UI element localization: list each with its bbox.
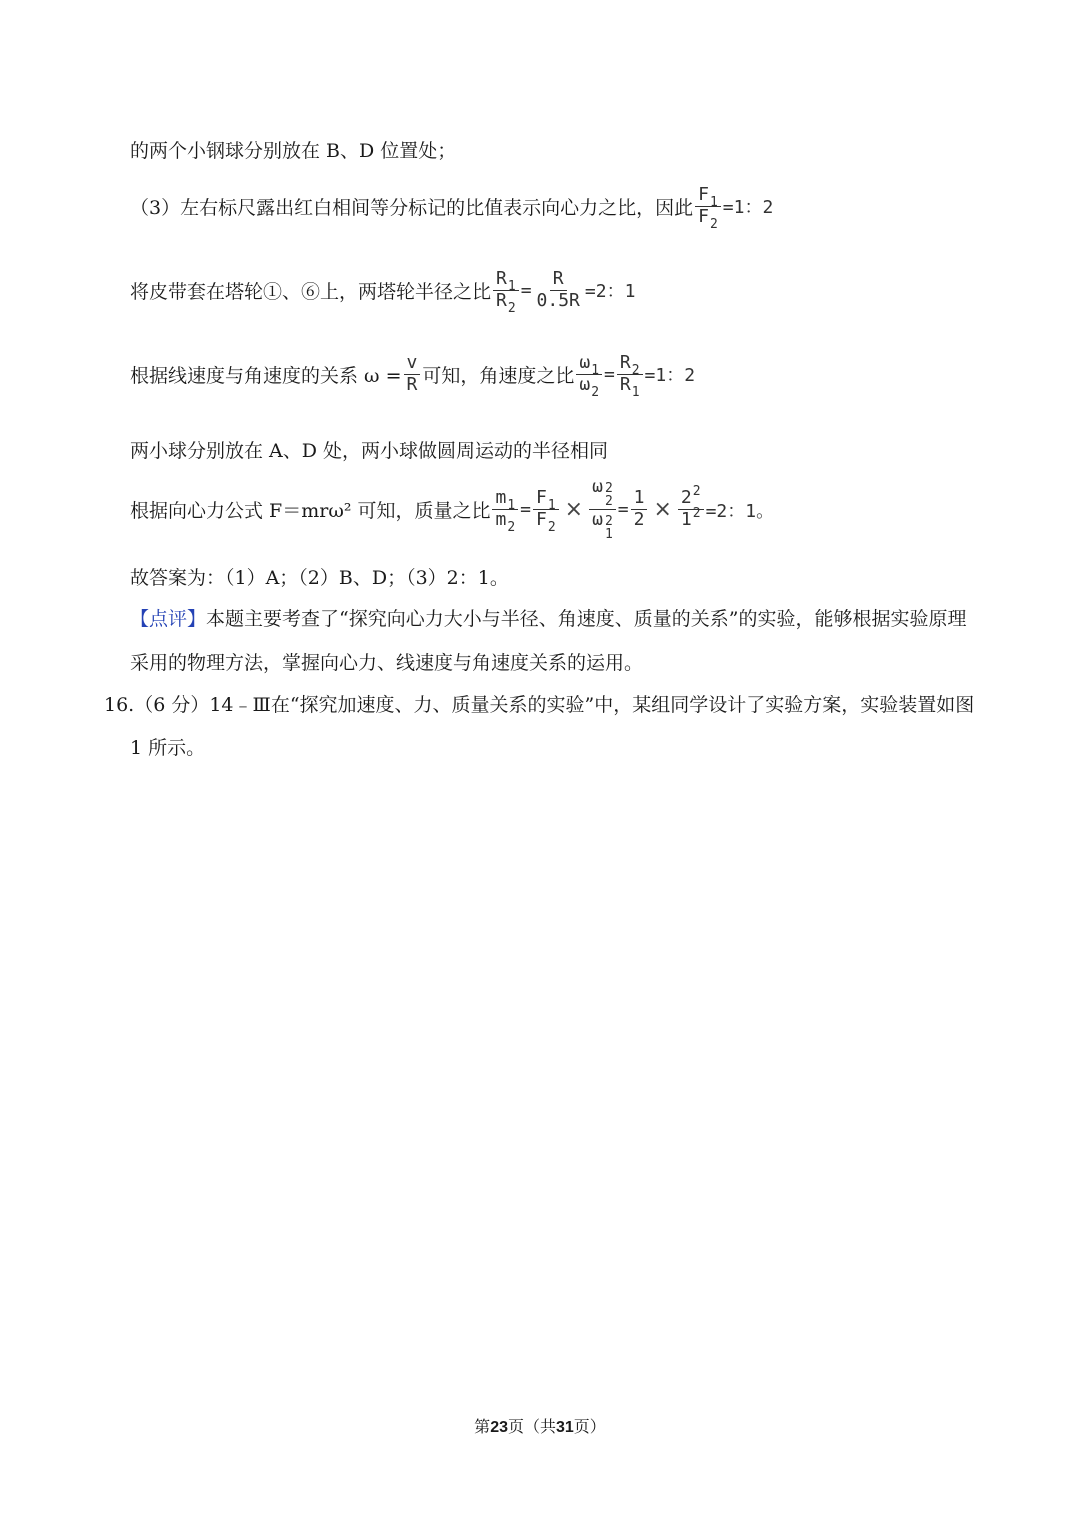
page-footer: 第23页（共31页） (474, 1417, 606, 1436)
text-line (130, 648, 643, 675)
fraction-r2-r1: $\frac{R_2}{R_1}$ (617, 354, 643, 395)
paragraph-text: 将皮带套在塔轮①、⑥上，两塔轮半径之比 (130, 280, 492, 303)
formula-result: =2：1 (584, 281, 636, 303)
formula-line: 将皮带套在塔轮①、⑥上，两塔轮半径之比 $\frac{R_1}{R_2}$ = $\frac{R}{0.5R}$ =2：1 (130, 268, 636, 316)
paragraph-text: 两小球分别放在 A、D 处，两小球做圆周运动的半径相同 (130, 440, 609, 462)
fraction-one-half: $\frac{1}{2}$ (631, 489, 648, 530)
formula-result: =1：2 (722, 197, 774, 219)
comment-tag: 【点评】 (130, 608, 207, 630)
times-sign: × (564, 497, 584, 522)
paragraph-text: 根据线速度与角速度的关系 ω = (130, 364, 402, 387)
answer-line (130, 563, 509, 590)
fraction-2sq-1sq: $\frac{2^2}{1^2}$ (678, 489, 704, 530)
paragraph-text: 根据向心力公式 F＝mrω² 可知，质量之比 (130, 500, 491, 522)
formula-result: =1：2 (644, 365, 696, 387)
formula-result: =2：1。 (705, 500, 775, 522)
fraction-r1-r2: $\frac{R_1}{R_2}$ (493, 270, 519, 311)
paragraph-text: 可知，角速度之比 (422, 364, 575, 387)
paragraph-text: 的两个小钢球分别放在 B、D 位置处； (130, 140, 457, 162)
fraction-m1-m2: $\frac{m_1}{m_2}$ (492, 489, 518, 530)
fraction-r-halfr: $\frac{R}{0.5R}$ (536, 268, 580, 311)
fraction-f1-f2: $\frac{F_1}{F_2}$ (695, 186, 721, 227)
paragraph-text: 采用的物理方法，掌握向心力、线速度与角速度关系的运用。 (130, 652, 644, 674)
formula-line: 根据线速度与角速度的关系 ω = $\frac{v}{R}$ 可知，角速度之比 $\frac{\omega_1}{\omega_2}$ = $\frac{R_2}{R_1}$ =1：2 (130, 352, 696, 400)
formula-line (130, 184, 774, 232)
text-line (130, 136, 456, 163)
fraction-v-r: $\frac{v}{R}$ (404, 354, 421, 395)
question-text: 16.（6 分）14﹣Ⅲ在“探究加速度、力、质量关系的实验”中，某组同学设计了实验方案，实验装置如图 (104, 694, 975, 716)
paragraph-text: （3）左右标尺露出红白相间等分标记的比值表示向心力之比，因此 (130, 196, 694, 219)
fraction-w2sq-w1sq: ω 2 2 ω 2 1 (589, 478, 616, 541)
comment-line (130, 604, 966, 631)
fraction-w1-w2: $\frac{\omega_1}{\omega_2}$ (576, 354, 602, 395)
formula-line: 根据向心力公式 F＝mrω² 可知，质量之比 $\frac{m_1}{m_2}$ = $\frac{F_1}{F_2}$ × ω 2 2 ω 2 1 = $\frac{1}{2}$ × $\frac{2^2}{1^2}$ =2：1。 (130, 476, 775, 542)
times-sign: × (653, 497, 672, 522)
paragraph-text: 1 所示。 (130, 737, 206, 759)
page-number: 23 (490, 1419, 508, 1436)
text-line (130, 436, 608, 463)
question-line (104, 690, 974, 717)
fraction-f1-f2: $\frac{F_1}{F_2}$ (533, 489, 559, 530)
text-line (130, 733, 205, 760)
total-pages: 31 (556, 1419, 574, 1436)
comment-text: 本题主要考查了“探究向心力大小与半径、角速度、质量的关系”的实验，能够根据实验原理 (206, 608, 967, 630)
answer-text: 故答案为：（1）A；（2）B、D；（3）2：1。 (130, 567, 509, 589)
